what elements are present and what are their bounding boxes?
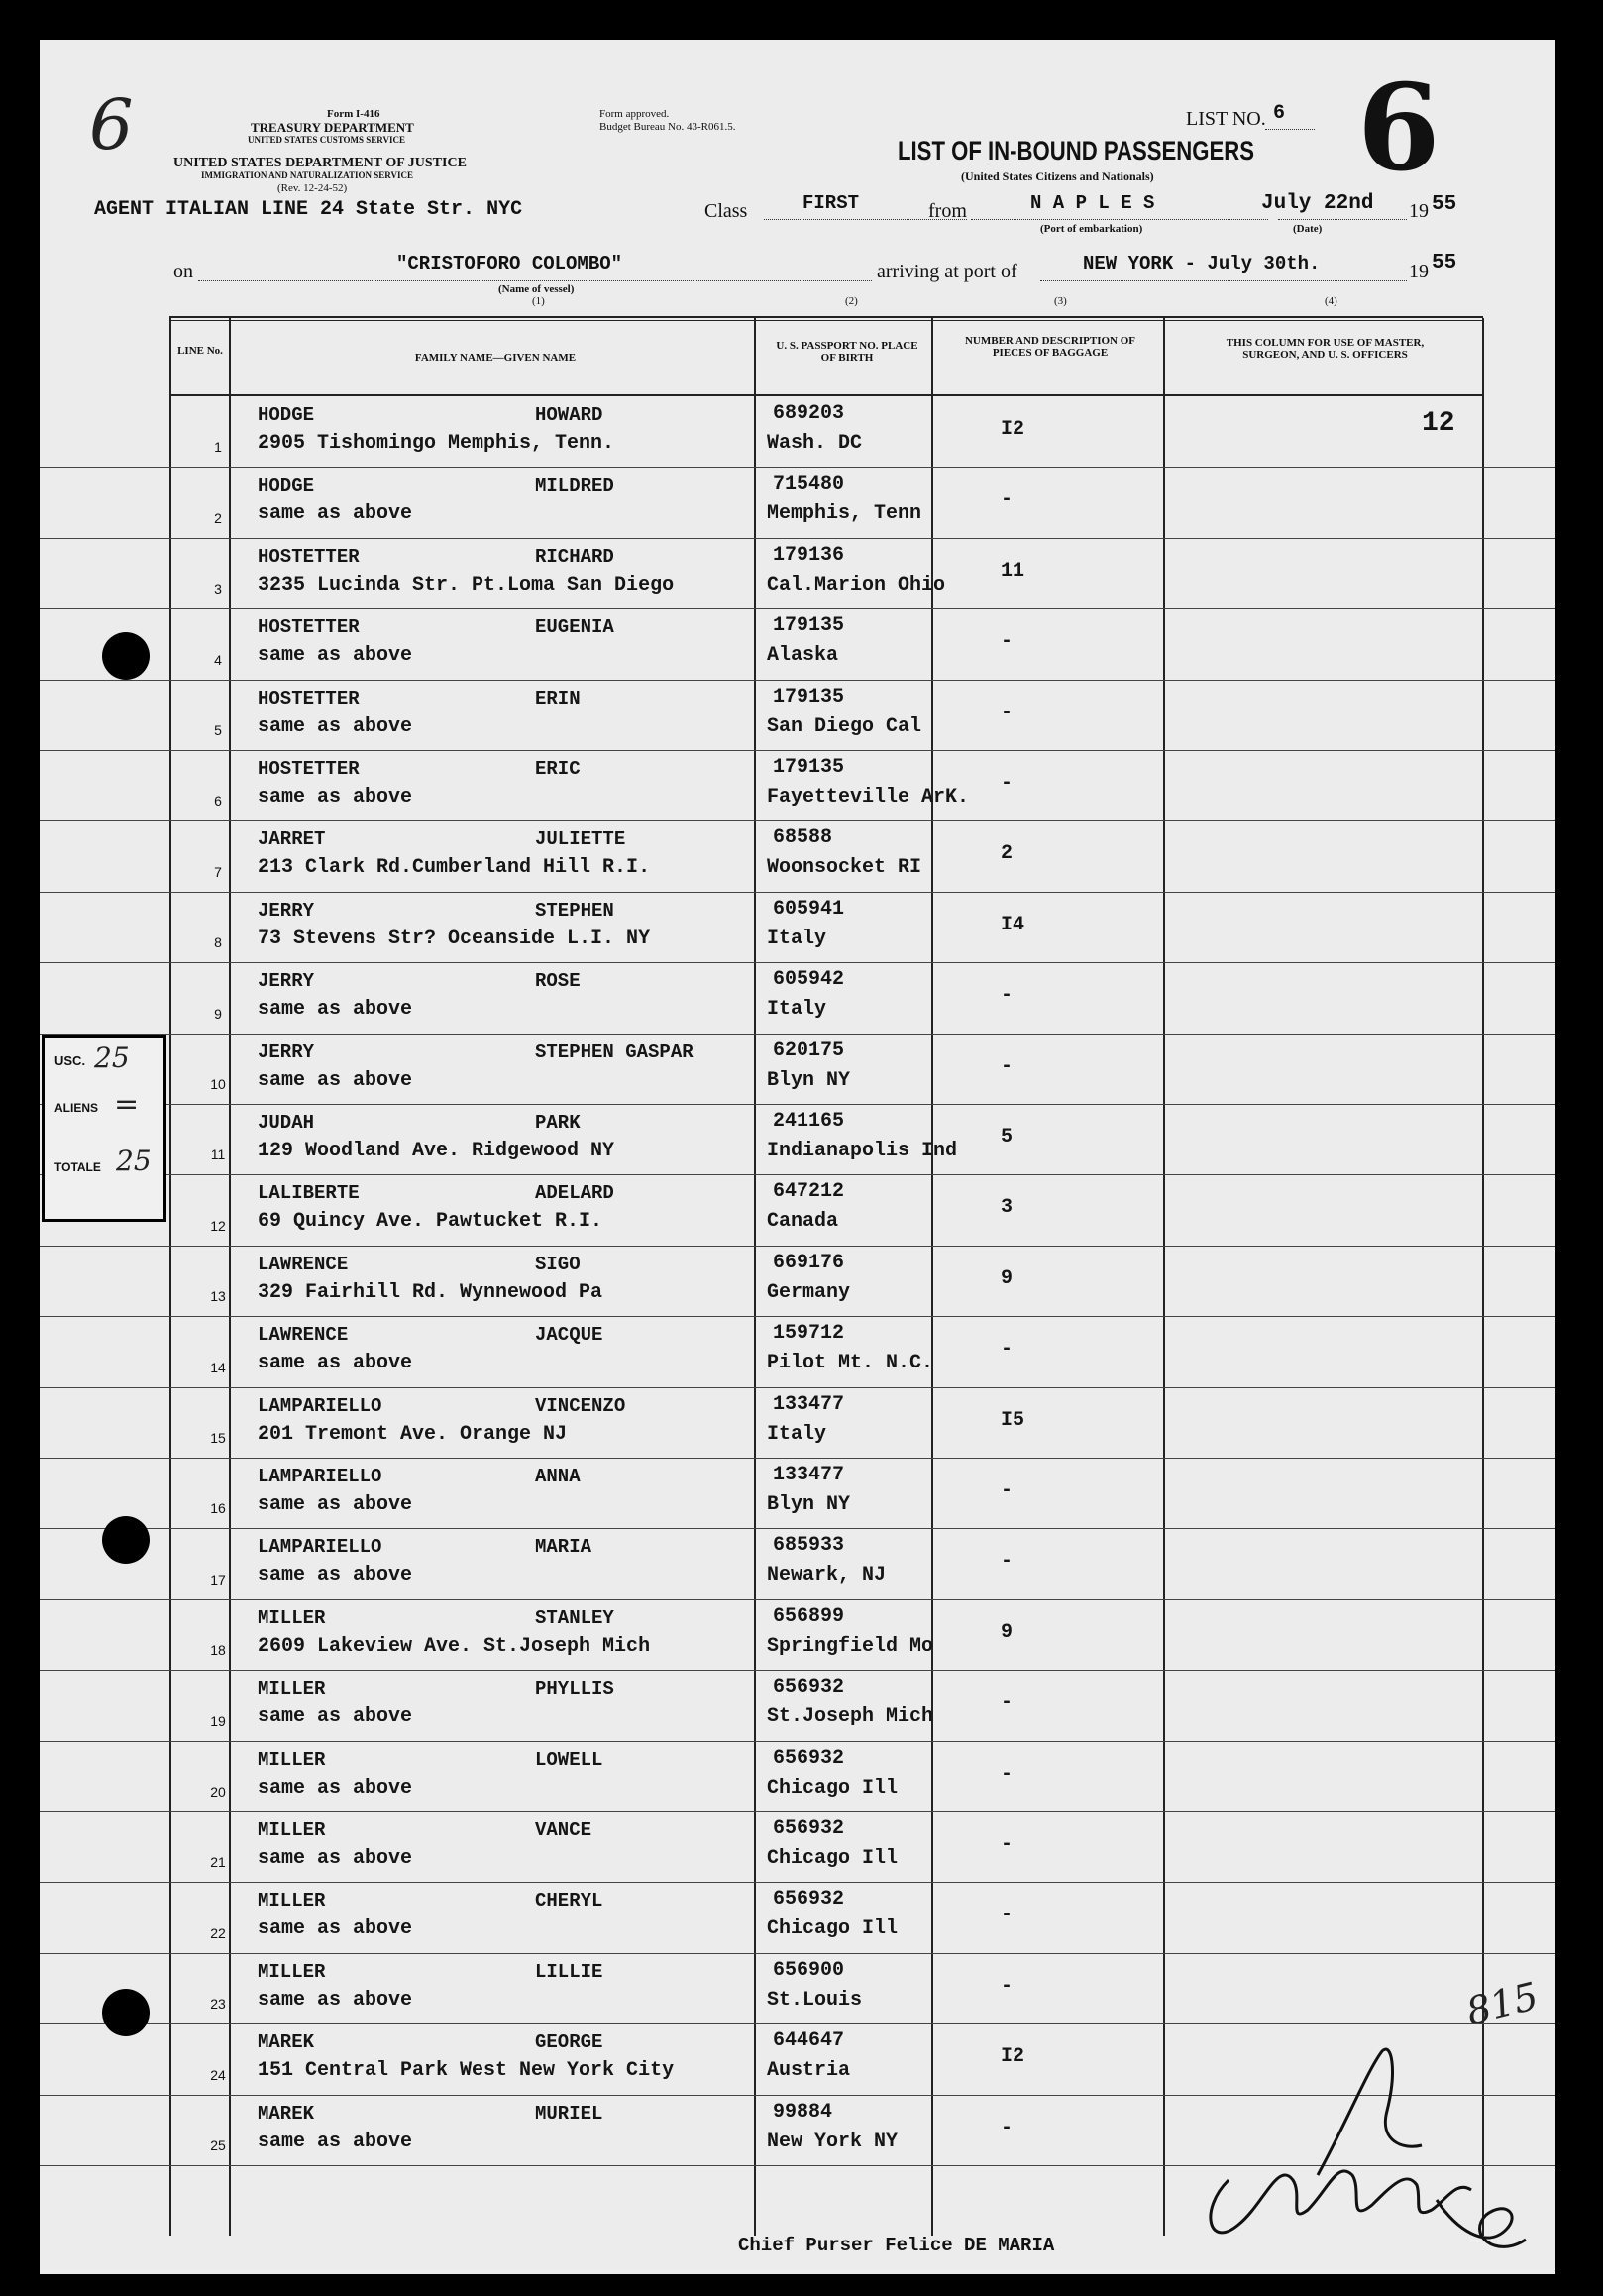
birthplace: Alaska — [767, 644, 839, 668]
tally-usc-value: 25 — [94, 1041, 130, 1074]
address: 213 Clark Rd.Cumberland Hill R.I. — [258, 856, 651, 880]
given-name: GEORGE — [535, 2031, 603, 2054]
baggage: - — [1001, 1479, 1014, 1502]
family-name: LAWRENCE — [258, 1253, 349, 1275]
passport-number: 179135 — [773, 685, 845, 709]
family-name: LAMPARIELLO — [258, 1394, 382, 1417]
baggage: - — [1001, 1974, 1014, 1998]
baggage: 5 — [1001, 1126, 1014, 1148]
arrival-dotline — [1040, 280, 1407, 281]
given-name: MURIEL — [535, 2102, 603, 2125]
birthplace: New York NY — [767, 2130, 899, 2153]
baggage: 9 — [1001, 1620, 1014, 1644]
given-name: ERIC — [535, 758, 581, 780]
from-dotline — [971, 219, 1268, 220]
table-row — [40, 608, 1555, 680]
family-name: LAMPARIELLO — [258, 1536, 382, 1559]
given-name: ADELARD — [535, 1182, 614, 1205]
passport-number: 647212 — [773, 1180, 845, 1204]
agent-line: AGENT ITALIAN LINE 24 State Str. NYC — [94, 198, 523, 221]
table-row — [40, 1811, 1555, 1883]
family-name: JERRY — [258, 899, 315, 922]
manifest-sheet — [40, 40, 1555, 2274]
class-value: FIRST — [802, 192, 860, 214]
table-row — [40, 1599, 1555, 1671]
justice-dept: UNITED STATES DEPARTMENT OF JUSTICE — [173, 156, 467, 170]
col-name: FAMILY NAME—GIVEN NAME — [414, 352, 577, 364]
revision: (Rev. 12-24-52) — [277, 182, 348, 194]
line-number: 10 — [210, 1075, 226, 1092]
table-row — [40, 1246, 1555, 1317]
address: same as above — [258, 786, 413, 809]
baggage: I2 — [1001, 418, 1025, 441]
baggage: - — [1001, 1762, 1014, 1786]
family-name: HODGE — [258, 404, 315, 426]
date-dotline — [1278, 219, 1407, 220]
baggage: 11 — [1001, 559, 1025, 583]
address: 69 Quincy Ave. Pawtucket R.I. — [258, 1210, 603, 1234]
birthplace: Germany — [767, 1280, 851, 1304]
col-baggage: NUMBER AND DESCRIPTION OF PIECES OF BAGGAGE — [964, 335, 1136, 359]
baggage: 3 — [1001, 1196, 1014, 1220]
line-number: 25 — [210, 2136, 226, 2153]
vessel-caption-num: (1) — [532, 295, 545, 307]
given-name: RICHARD — [535, 545, 614, 568]
line-number: 18 — [210, 1642, 226, 1659]
line-number: 13 — [210, 1288, 226, 1305]
binder-hole — [102, 632, 150, 680]
address: 329 Fairhill Rd. Wynnewood Pa — [258, 1280, 603, 1304]
tally-total-value: 25 — [116, 1145, 152, 1177]
line-number: 9 — [214, 1005, 222, 1022]
birthplace: Canada — [767, 1210, 839, 1234]
family-name: MAREK — [258, 2102, 315, 2125]
given-name: JULIETTE — [535, 828, 626, 851]
passport-number: 656932 — [773, 1888, 845, 1912]
address: 3235 Lucinda Str. Pt.Loma San Diego — [258, 573, 675, 597]
table-top-rule — [169, 316, 1483, 318]
family-name: HOSTETTER — [258, 545, 360, 568]
address: same as above — [258, 1776, 413, 1800]
baggage: - — [1001, 2116, 1014, 2139]
year-prefix: 19 — [1409, 200, 1429, 222]
passport-number: 179136 — [773, 543, 845, 567]
address: 2905 Tishomingo Memphis, Tenn. — [258, 432, 615, 455]
address: 2609 Lakeview Ave. St.Joseph Mich — [258, 1634, 651, 1658]
line-number: 8 — [214, 934, 222, 951]
baggage: I2 — [1001, 2045, 1025, 2069]
list-no-dotline — [1265, 129, 1315, 130]
table-top-rule-2 — [169, 320, 1483, 321]
passport-number: 656900 — [773, 1958, 845, 1982]
chief-purser: Chief Purser Felice DE MARIA — [738, 2235, 1055, 2256]
address: 201 Tremont Ave. Orange NJ — [258, 1422, 568, 1446]
binder-hole — [102, 1989, 150, 2036]
given-name: ANNA — [535, 1466, 581, 1487]
passport-number: 159712 — [773, 1322, 845, 1346]
line-number: 16 — [210, 1500, 226, 1517]
from-value: N A P L E S — [1030, 192, 1155, 214]
list-no-value: 6 — [1273, 102, 1286, 125]
passport-number: 179135 — [773, 614, 845, 638]
address: same as above — [258, 1493, 413, 1516]
address: same as above — [258, 1705, 413, 1729]
line-number: 7 — [214, 863, 222, 880]
given-name: MILDRED — [535, 475, 614, 497]
birthplace: Indianapolis Ind — [767, 1140, 958, 1162]
margin-page-mark: 6 — [89, 84, 134, 165]
passport-number: 669176 — [773, 1251, 845, 1274]
address: same as above — [258, 998, 413, 1022]
baggage: 9 — [1001, 1266, 1014, 1290]
vessel-name: "CRISTOFORO COLOMBO" — [396, 253, 623, 274]
tally-aliens-value: = — [114, 1087, 140, 1122]
from-label: from — [928, 200, 967, 222]
given-name: LILLIE — [535, 1960, 603, 1983]
birthplace: Woonsocket RI — [767, 856, 922, 880]
family-name: HOSTETTER — [258, 687, 360, 710]
given-name: VANCE — [535, 1819, 592, 1841]
departure-date: July 22nd — [1261, 192, 1374, 215]
birthplace: Austria — [767, 2059, 851, 2083]
budget-bureau: Budget Bureau No. 43-R061.5. — [599, 121, 736, 133]
table-row — [40, 1034, 1555, 1105]
given-name: ERIN — [535, 687, 581, 710]
baggage: - — [1001, 1904, 1014, 1927]
family-name: MILLER — [258, 1606, 326, 1629]
line-number: 11 — [210, 1147, 226, 1163]
line-number: 19 — [210, 1712, 226, 1729]
family-name: LALIBERTE — [258, 1182, 360, 1205]
family-name: MILLER — [258, 1819, 326, 1841]
birthplace: Newark, NJ — [767, 1564, 887, 1587]
family-name: LAMPARIELLO — [258, 1466, 382, 1487]
form-approved: Form approved. — [599, 108, 670, 120]
address: same as above — [258, 1847, 413, 1870]
birthplace: Italy — [767, 927, 827, 950]
vessel-caption: (Name of vessel) — [498, 283, 575, 295]
passport-number: 68588 — [773, 826, 833, 850]
baggage: - — [1001, 1833, 1014, 1856]
family-name: MAREK — [258, 2031, 315, 2054]
year-value: 55 — [1432, 193, 1457, 216]
family-name: JARRET — [258, 828, 326, 851]
baggage: - — [1001, 1338, 1014, 1362]
birthplace: Pilot Mt. N.C. — [767, 1352, 934, 1375]
treasury-dept: TREASURY DEPARTMENT — [251, 120, 414, 135]
table-row — [40, 467, 1555, 538]
family-name: JUDAH — [258, 1112, 315, 1134]
officer-signature — [1169, 2012, 1555, 2274]
form-id: Form I-416 — [327, 108, 380, 120]
ins-service: IMMIGRATION AND NATURALIZATION SERVICE — [201, 170, 413, 180]
vessel-dotline — [198, 280, 872, 281]
line-number: 17 — [210, 1571, 226, 1587]
family-name: MILLER — [258, 1890, 326, 1913]
given-name: STEPHEN — [535, 899, 614, 922]
class-label: Class — [704, 200, 748, 222]
family-name: JERRY — [258, 1040, 315, 1063]
line-number: 2 — [214, 509, 222, 526]
given-name: VINCENZO — [535, 1394, 626, 1417]
table-row — [40, 1882, 1555, 1953]
family-name: HOSTETTER — [258, 616, 360, 639]
line-number: 3 — [214, 581, 222, 598]
birthplace: Chicago Ill — [767, 1847, 899, 1870]
address: same as above — [258, 1564, 413, 1587]
baggage: I4 — [1001, 913, 1025, 936]
given-name: HOWARD — [535, 404, 603, 426]
passport-number: 685933 — [773, 1534, 845, 1558]
passport-number: 605941 — [773, 897, 845, 921]
address: same as above — [258, 502, 413, 526]
line-number: 22 — [210, 1924, 226, 1941]
address: 129 Woodland Ave. Ridgewood NY — [258, 1140, 615, 1162]
binder-hole — [102, 1516, 150, 1564]
list-no-stamp: 6 — [1357, 58, 1441, 198]
given-name: ROSE — [535, 970, 581, 993]
table-row — [40, 1528, 1555, 1599]
baggage: I5 — [1001, 1408, 1025, 1432]
line-number: 24 — [210, 2066, 226, 2083]
given-name: JACQUE — [535, 1324, 603, 1347]
birthplace: Cal.Marion Ohio — [767, 573, 946, 597]
birthplace: Blyn NY — [767, 1068, 851, 1092]
baggage: - — [1001, 489, 1014, 512]
birthplace: Wash. DC — [767, 432, 863, 455]
address: same as above — [258, 1352, 413, 1375]
col-passport: U. S. PASSPORT NO. PLACE OF BIRTH — [776, 340, 918, 364]
birthplace: St.Joseph Mich — [767, 1705, 934, 1729]
arrival-port-date: NEW YORK - July 30th. — [1083, 253, 1321, 274]
table-row — [40, 1174, 1555, 1246]
birthplace: Blyn NY — [767, 1493, 851, 1516]
address: 151 Central Park West New York City — [258, 2059, 675, 2083]
page-title: LIST OF IN-BOUND PASSENGERS — [898, 136, 1255, 165]
tally-usc-label: USC. — [54, 1053, 86, 1068]
col-num-2: (2) — [845, 295, 858, 307]
given-name: PHYLLIS — [535, 1678, 614, 1700]
birthplace: Italy — [767, 1422, 827, 1446]
baggage: - — [1001, 630, 1014, 654]
passport-number: 179135 — [773, 756, 845, 779]
baggage: - — [1001, 1054, 1014, 1078]
birthplace: Chicago Ill — [767, 1917, 899, 1941]
family-name: JERRY — [258, 970, 315, 993]
col-line-no: LINE No. — [177, 345, 223, 357]
baggage: - — [1001, 1692, 1014, 1715]
tally-box — [42, 1035, 166, 1222]
col-num-3: (3) — [1054, 295, 1067, 307]
line-number: 15 — [210, 1429, 226, 1446]
passport-number: 715480 — [773, 473, 845, 496]
given-name: EUGENIA — [535, 616, 614, 639]
given-name: STEPHEN GASPAR — [535, 1040, 694, 1063]
address: same as above — [258, 644, 413, 668]
baggage: - — [1001, 701, 1014, 724]
table-row — [40, 892, 1555, 963]
birthplace: St.Louis — [767, 1988, 863, 2012]
address: same as above — [258, 1988, 413, 2012]
passport-number: 656932 — [773, 1746, 845, 1770]
table-row — [40, 538, 1555, 609]
baggage: 2 — [1001, 842, 1014, 866]
given-name: CHERYL — [535, 1890, 603, 1913]
birthplace: San Diego Cal — [767, 714, 922, 738]
baggage: - — [1001, 984, 1014, 1008]
table-row — [40, 1741, 1555, 1812]
baggage: - — [1001, 772, 1014, 795]
table-row — [40, 1104, 1555, 1175]
col-officers: THIS COLUMN FOR USE OF MASTER, SURGEON, AND U. S. OFFICERS — [1226, 337, 1425, 361]
address: same as above — [258, 714, 413, 738]
address: same as above — [258, 1917, 413, 1941]
port-caption: (Port of embarkation) — [1040, 223, 1143, 235]
address: 73 Stevens Str? Oceanside L.I. NY — [258, 927, 651, 950]
col-num-4: (4) — [1325, 295, 1337, 307]
line-number: 14 — [210, 1359, 226, 1375]
family-name: MILLER — [258, 1960, 326, 1983]
family-name: HODGE — [258, 475, 315, 497]
table-row — [40, 750, 1555, 821]
list-no-label: LIST NO. — [1186, 108, 1266, 130]
birthplace: Italy — [767, 998, 827, 1022]
passport-number: 241165 — [773, 1110, 845, 1133]
passport-number: 656932 — [773, 1676, 845, 1699]
table-row — [40, 1458, 1555, 1529]
line-number: 20 — [210, 1783, 226, 1800]
birthplace: Springfield Mo — [767, 1634, 934, 1658]
family-name: MILLER — [258, 1678, 326, 1700]
signature-number: 815 — [1461, 1973, 1543, 2034]
address: same as above — [258, 1068, 413, 1092]
table-row — [40, 1316, 1555, 1387]
passport-number: 656899 — [773, 1604, 845, 1628]
passport-number: 689203 — [773, 402, 845, 425]
birthplace: Fayetteville ArK. — [767, 786, 970, 809]
line-number: 5 — [214, 721, 222, 738]
given-name: SIGO — [535, 1253, 581, 1275]
passport-number: 605942 — [773, 968, 845, 992]
table-row — [40, 396, 1555, 468]
baggage: - — [1001, 1550, 1014, 1574]
birthplace: Memphis, Tenn — [767, 502, 922, 526]
line-number: 6 — [214, 793, 222, 810]
family-name: LAWRENCE — [258, 1324, 349, 1347]
date-caption: (Date) — [1293, 223, 1323, 235]
table-row — [40, 820, 1555, 892]
given-name: PARK — [535, 1112, 581, 1134]
passport-number: 656932 — [773, 1817, 845, 1840]
family-name: MILLER — [258, 1748, 326, 1771]
line-number: 21 — [210, 1854, 226, 1871]
line-number: 12 — [210, 1217, 226, 1234]
birthplace: Chicago Ill — [767, 1776, 899, 1800]
table-row — [40, 962, 1555, 1034]
line-number: 4 — [214, 651, 222, 668]
given-name: MARIA — [535, 1536, 592, 1559]
line-number: 1 — [214, 439, 222, 456]
passport-number: 620175 — [773, 1039, 845, 1062]
given-name: STANLEY — [535, 1606, 614, 1629]
given-name: LOWELL — [535, 1748, 603, 1771]
table-row — [40, 1387, 1555, 1459]
page-subtitle: (United States Citizens and Nationals) — [961, 169, 1154, 183]
passport-number: 99884 — [773, 2100, 833, 2124]
arriving-label: arriving at port of — [877, 261, 1017, 282]
passport-number: 644647 — [773, 2029, 845, 2053]
table-row — [40, 1670, 1555, 1741]
on-label: on — [173, 261, 193, 282]
officer-note: 12 — [1422, 408, 1455, 439]
passport-number: 133477 — [773, 1464, 845, 1486]
address: same as above — [258, 2130, 413, 2153]
year-value-2: 55 — [1432, 252, 1457, 274]
family-name: HOSTETTER — [258, 758, 360, 780]
year-prefix-2: 19 — [1409, 261, 1429, 282]
customs-service: UNITED STATES CUSTOMS SERVICE — [248, 135, 405, 145]
table-row — [40, 680, 1555, 751]
line-number: 23 — [210, 1996, 226, 2013]
tally-aliens-label: ALIENS — [54, 1101, 99, 1115]
passport-number: 133477 — [773, 1392, 845, 1416]
tally-total-label: TOTALE — [54, 1160, 101, 1174]
